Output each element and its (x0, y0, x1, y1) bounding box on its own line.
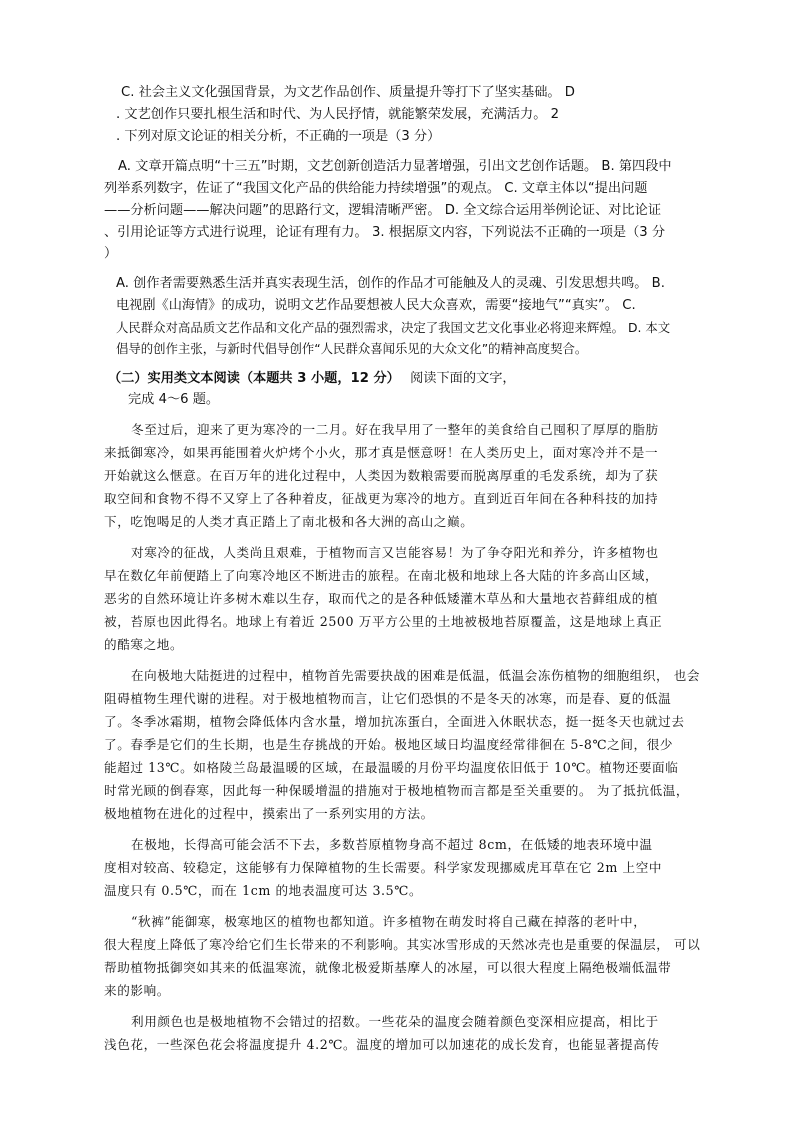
para4-line-3: 温度只有 0.5℃，而在 1cm 的地表温度可达 3.5℃。 (104, 883, 423, 898)
option-d-line: . 文艺创作只要扎根生活和时代、为人民抒情，就能繁荣发展，充满活力。 2 (116, 107, 559, 122)
para1-line-2: 来抵御寒冷，如果再能围着火炉烤个小火，那才真是惬意呀！在人类历史上，面对寒冷并不是一 (104, 445, 659, 460)
q2-options-line-2: 列举系列数字，佐证了“我国文化产品的供给能力持续增强”的观点。 C. 文章主体以“提出问题 (104, 181, 648, 196)
para1-line-1: 冬至过后，迎来了更为寒冷的一二月。好在我早用了一整年的美食给自己囤积了厚厚的脂肪 (131, 422, 659, 437)
para3-line-6: 时常光顾的倒春寒，因此每一种保暖增温的措施对于极地植物而言都是至关重要的。 为了抵抗低温， (104, 783, 690, 798)
q2-options-line-4: 、引用论证等方式进行说理，论证有理有力。 3. 根据原文内容，下列说法不正确的一项是（3 分 (104, 225, 666, 240)
question-2-stem: . 下列对原文论证的相关分析，不正确的一项是（3 分） (116, 129, 441, 144)
q3-options-line-4: 倡导的创作主张，与新时代倡导创作“人民群众喜闻乐见的大众文化”的精神高度契合。 (116, 341, 588, 356)
section-instruction-2: 完成 4～6 题。 (128, 392, 220, 407)
para6-line-2: 浅色花，一些深色花会将温度提升 4.2℃。温度的增加可以加速花的成长发育，也能显著提高传 (104, 1037, 660, 1052)
section-instruction: 阅读下面的文字， (410, 371, 516, 386)
para5-line-1: “秋裤”能御寒，极寒地区的植物也都知道。许多植物在萌发时将自己藏在掉落的老叶中， (131, 914, 647, 929)
para3-line-4: 了。春季是它们的生长期，也是生存挑战的开始。极地区域日均温度经常徘徊在 5-8℃之间，很少 (104, 737, 674, 752)
para1-line-5: 下，吃饱喝足的人类才真正踏上了南北极和各大洲的高山之巅。 (104, 514, 474, 529)
para2-line-2: 早在数亿年前便踏上了向寒冷地区不断进击的旅程。在南北极和地球上各大陆的许多高山区域， (104, 568, 659, 583)
para1-line-4: 取空间和食物不得不又穿上了各种着皮，征战更为寒冷的地方。直到近百年间在各种科技的加持 (104, 491, 659, 506)
q3-options-line-1: A. 创作者需要熟悉生活并真实表现生活，创作的作品才可能触及人的灵魂、引发思想共鸣。 B. (116, 276, 665, 291)
para5-line-4: 来的影响。 (104, 983, 170, 998)
option-c-line: C. 社会主义文化强国背景，为文艺作品创作、质量提升等打下了坚实基础。 D (121, 85, 575, 100)
q2-options-line-3: ——分析问题——解决问题”的思路行文，逻辑清晰严密。 D. 全文综合运用举例论证、对比论证 (104, 203, 662, 218)
para3-line-5: 能超过 13℃。如格陵兰岛最温暖的区域，在最温暖的月份平均温度依旧低于 10℃。植物还要面临 (104, 760, 679, 775)
para3-line-3: 了。冬季冰霜期，植物会降低体内含水量，增加抗冻蛋白，全面进入休眠状态，挺一挺冬天也就过去 (104, 714, 685, 729)
q3-options-line-3: 人民群众对高品质文艺作品和文化产品的强烈需求，决定了我国文艺文化事业必将迎来辉煌。 D. 本文 (116, 320, 671, 335)
q3-options-line-2: 电视剧《山海情》的成功，说明文艺作品要想被人民大众喜欢，需要“接地气”“真实”。 C. (116, 298, 636, 313)
para3-line-2: 阻碍植物生理代谢的进程。对于极地植物而言，让它们恐惧的不是冬天的冰寒，而是春、夏的低温 (104, 691, 672, 706)
para5-line-3: 帮助植物抵御突如其来的低温寒流，就像北极爱斯基摩人的冰屋，可以很大程度上隔绝极端低温带 (104, 960, 672, 975)
section-heading-line (108, 370, 516, 388)
para4-line-1: 在极地，长得高可能会活不下去，多数苔原植物身高不超过 8cm，在低矮的地表环境中温 (131, 837, 653, 852)
q2-options-line-1: A. 文章开篇点明“十三五”时期，文艺创新创造活力显著增强，引出文艺创作话题。 B. 第四段中 (118, 159, 672, 174)
section-heading: （二）实用类文本阅读（本题共 3 小题，12 分） (108, 371, 400, 386)
para2-line-4: 被，苔原也因此得名。地球上有着近 2500 万平方公里的土地被极地苔原覆盖，这是地球上真正 (104, 614, 663, 629)
para3-line-7: 极地植物在进化的过程中，摸索出了一系列实用的方法。 (104, 806, 434, 821)
para2-line-5: 的酷寒之地。 (104, 637, 184, 652)
para2-line-3: 恶劣的自然环境让许多树木难以生存，取而代之的是各种低矮灌木草丛和大量地衣苔藓组成的植 (104, 591, 659, 606)
para3-line-1: 在向极地大陆挺进的过程中，植物首先需要抉战的困难是低温，低温会冻伤植物的细胞组织， 也会 (131, 668, 700, 683)
para4-line-2: 度相对较高、较稳定，这能够有力保障植物的生长需要。科学家发现挪威虎耳草在它 2m 上空中 (104, 860, 663, 875)
para5-line-2: 很大程度上降低了寒冷给它们生长带来的不利影响。其实冰雪形成的天然冰壳也是重要的保温层， 可以 (104, 937, 701, 952)
para2-line-1: 对寒冷的征战，人类尚且艰难，于植物而言又岂能容易！为了争夺阳光和养分，许多植物也 (131, 545, 659, 560)
para1-line-3: 开始就这么惬意。在百万年的进化过程中，人类因为数粮需要而脱离厚重的毛发系统，却为了获 (104, 468, 659, 483)
para6-line-1: 利用颜色也是极地植物不会错过的招数。一些花朵的温度会随着颜色变深相应提高，相比于 (131, 1014, 659, 1029)
q2-options-line-5: ） (104, 246, 118, 261)
